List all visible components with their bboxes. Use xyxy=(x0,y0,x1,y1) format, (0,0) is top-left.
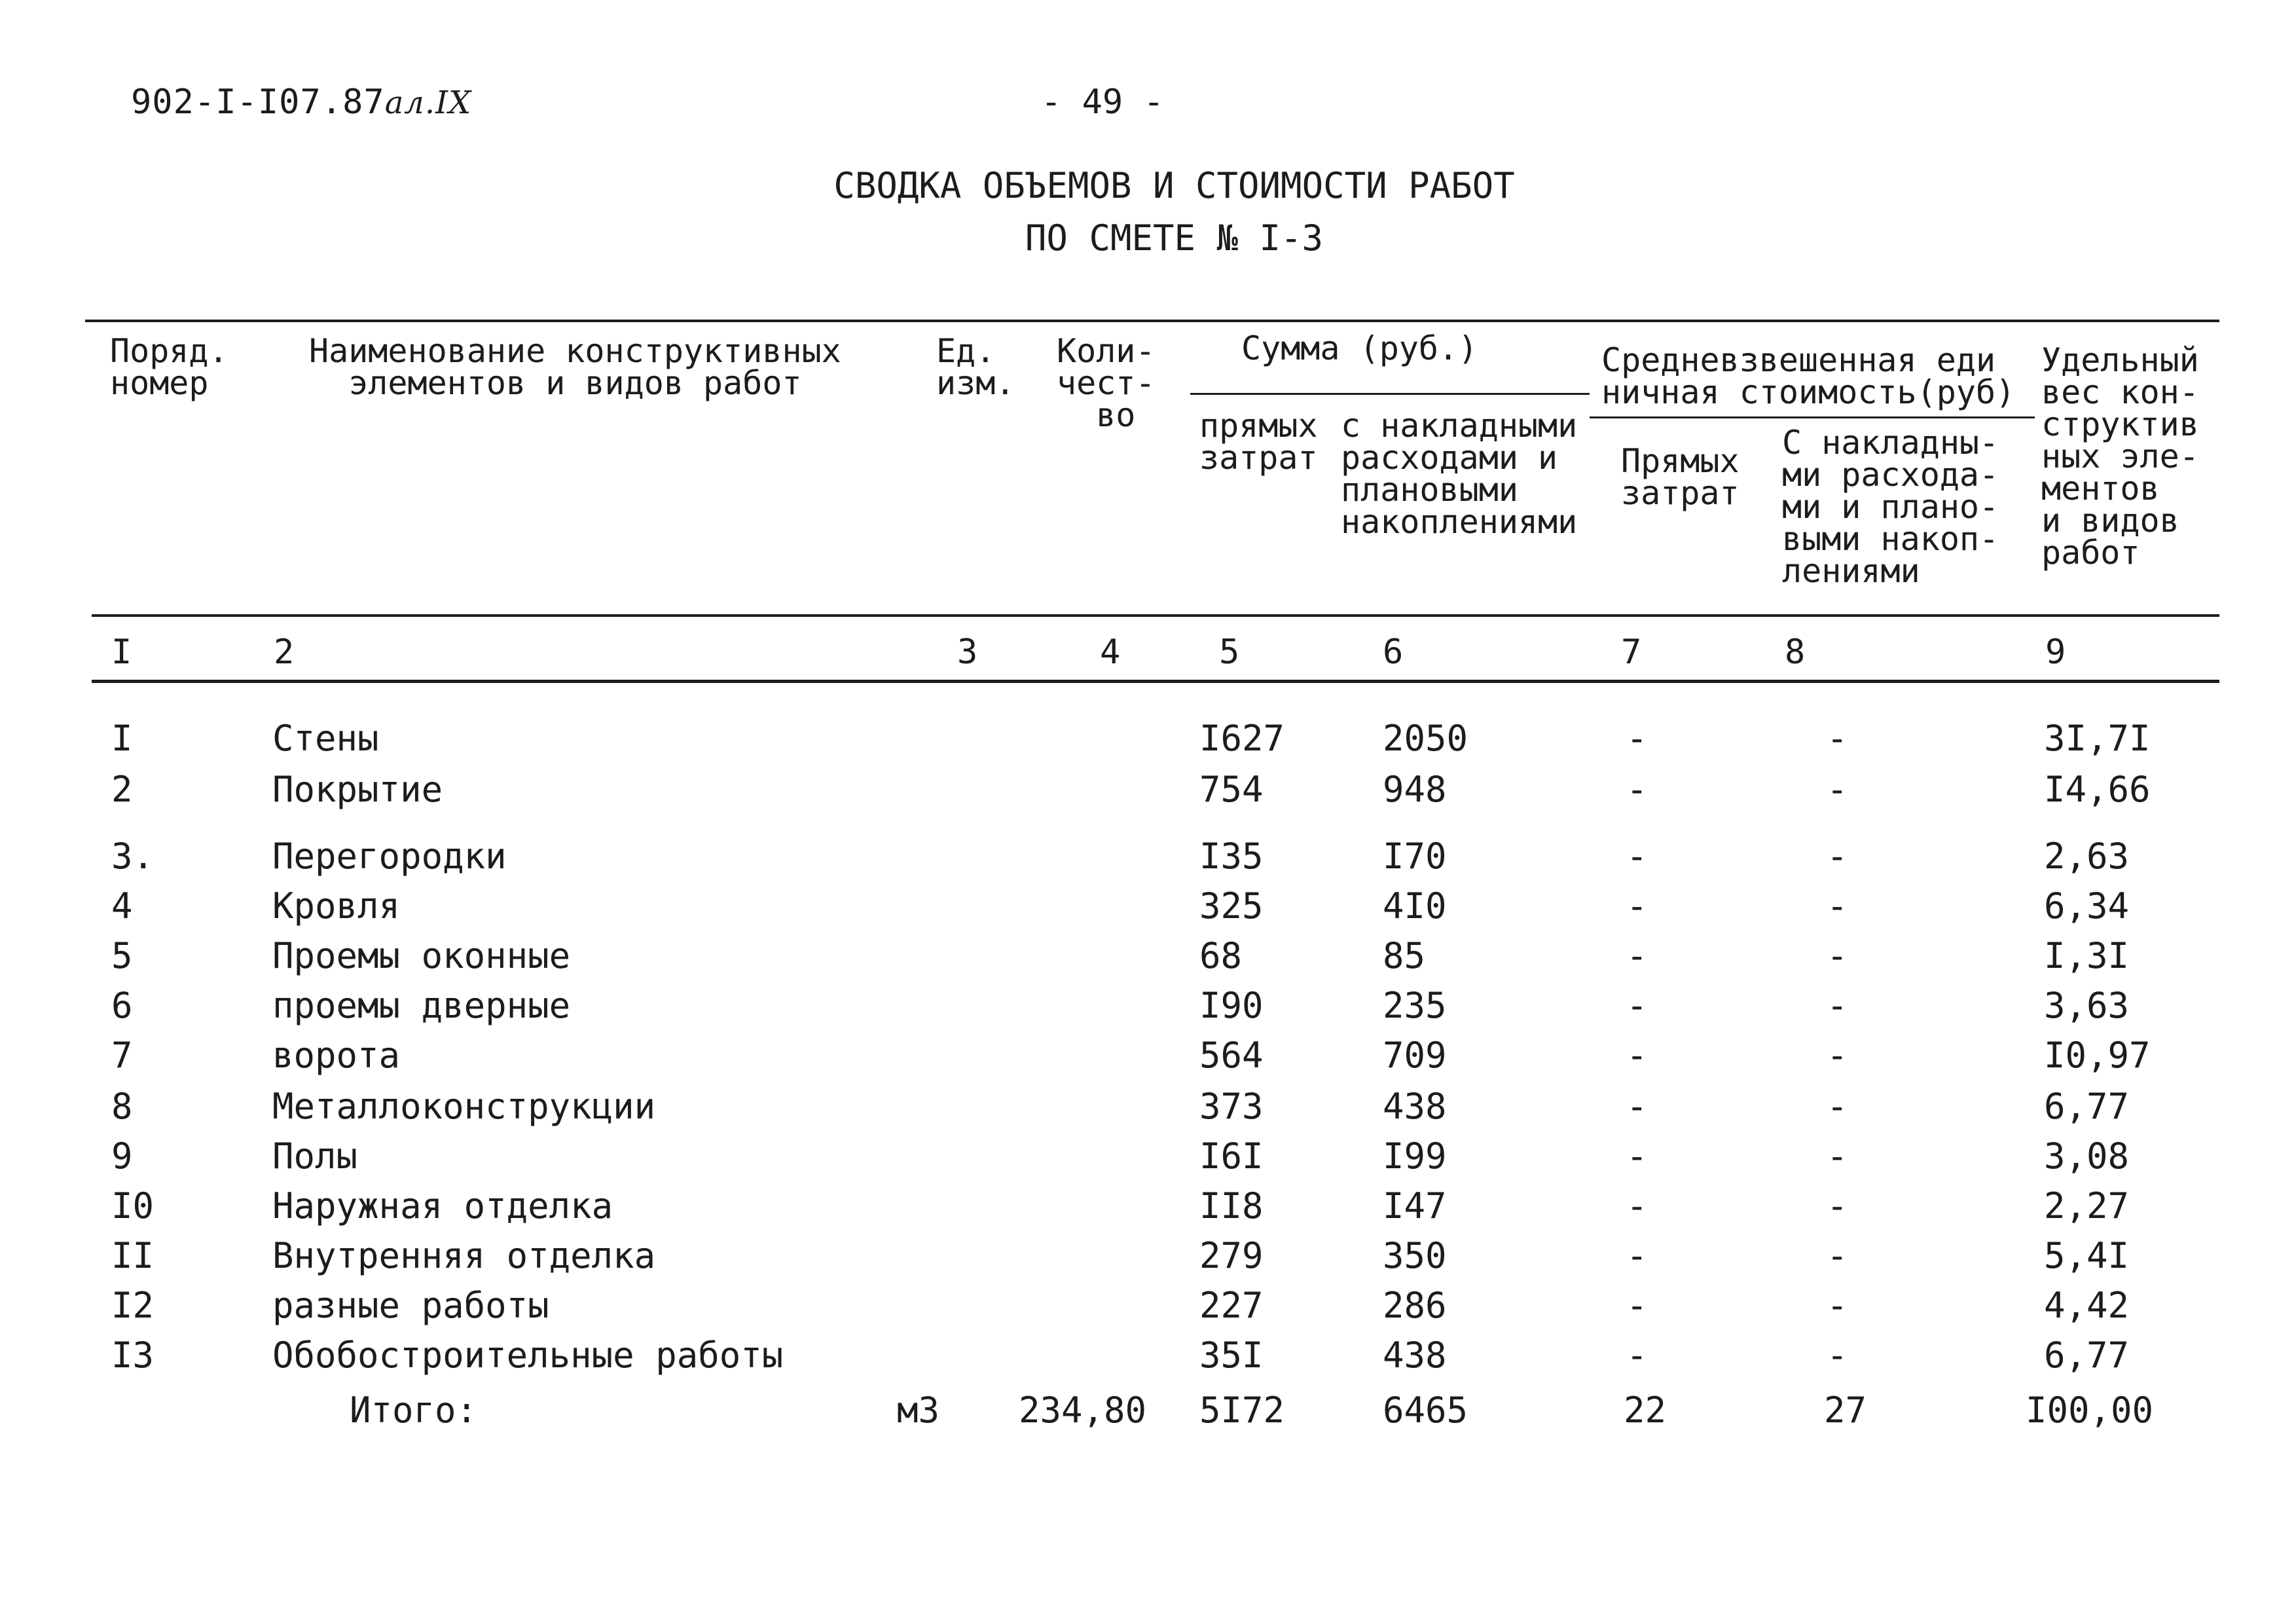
row-overhead-cost: 286 xyxy=(1383,1285,1447,1326)
row-number: I3 xyxy=(111,1335,155,1376)
column-number: 8 xyxy=(1785,633,1806,672)
column-number: 3 xyxy=(957,633,978,672)
document-code-suffix: ал.IX xyxy=(384,84,472,121)
header-sum-overhead: с накладными расходами и плановыми накоплениями xyxy=(1341,407,1578,541)
row-name: Наружная отделка xyxy=(272,1185,613,1227)
row-number: 2 xyxy=(111,769,133,810)
row-overhead-cost: 350 xyxy=(1383,1235,1447,1276)
row-avg-overhead: - xyxy=(1827,1235,1848,1276)
row-avg-direct: - xyxy=(1626,1285,1648,1326)
row-avg-overhead: - xyxy=(1827,836,1848,877)
row-number: 9 xyxy=(111,1135,133,1177)
total-quantity: 234,80 xyxy=(1019,1390,1147,1431)
row-number: 4 xyxy=(111,885,133,927)
row-name: разные работы xyxy=(272,1285,549,1326)
row-weight: 5,4I xyxy=(2044,1235,2130,1276)
table-top-rule xyxy=(85,320,2219,322)
total-unit: м3 xyxy=(897,1390,940,1431)
row-direct-cost: I90 xyxy=(1199,985,1264,1026)
row-direct-cost: 325 xyxy=(1199,885,1264,927)
row-avg-overhead: - xyxy=(1827,985,1848,1026)
row-avg-direct: - xyxy=(1626,885,1648,927)
row-name: Перегородки xyxy=(272,836,507,877)
row-overhead-cost: 709 xyxy=(1383,1035,1447,1076)
sum-group-rule xyxy=(1190,393,1590,395)
row-weight: 2,63 xyxy=(2044,836,2130,877)
row-name: ворота xyxy=(272,1035,401,1076)
row-number: I2 xyxy=(111,1285,155,1326)
row-name: Обобостроительные работы xyxy=(272,1335,784,1376)
row-direct-cost: 227 xyxy=(1199,1285,1264,1326)
row-avg-overhead: - xyxy=(1827,935,1848,976)
row-overhead-cost: 438 xyxy=(1383,1086,1447,1127)
row-number: II xyxy=(111,1235,155,1276)
header-weight: Удельный вес кон- структив ных эле- ментов и видов работ xyxy=(2041,341,2199,572)
row-direct-cost: 754 xyxy=(1199,769,1264,810)
header-sum-direct: прямых затрат xyxy=(1199,407,1318,477)
row-overhead-cost: I99 xyxy=(1383,1135,1447,1177)
row-overhead-cost: 948 xyxy=(1383,769,1447,810)
row-avg-direct: - xyxy=(1626,1335,1648,1376)
header-avg-direct: Прямых затрат xyxy=(1621,442,1740,512)
header-bottom-rule xyxy=(92,614,2219,617)
row-avg-overhead: - xyxy=(1827,1185,1848,1227)
row-name: Кровля xyxy=(272,885,401,927)
row-number: 7 xyxy=(111,1035,133,1076)
page-number: - 49 - xyxy=(1041,83,1164,122)
document-code-number: 902-I-I07.87 xyxy=(131,83,385,122)
row-weight: 6,77 xyxy=(2044,1335,2130,1376)
row-overhead-cost: 438 xyxy=(1383,1335,1447,1376)
row-weight: I4,66 xyxy=(2044,769,2151,810)
row-direct-cost: 373 xyxy=(1199,1086,1264,1127)
total-overhead: 6465 xyxy=(1383,1390,1468,1431)
row-number: 8 xyxy=(111,1086,133,1127)
row-overhead-cost: 2050 xyxy=(1383,718,1468,759)
row-avg-direct: - xyxy=(1626,1035,1648,1076)
document-subtitle: ПО СМЕТЕ № I-3 xyxy=(1025,217,1324,259)
row-direct-cost: I627 xyxy=(1199,718,1285,759)
row-weight: 2,27 xyxy=(2044,1185,2130,1227)
column-number: 9 xyxy=(2045,633,2066,672)
column-number: 7 xyxy=(1621,633,1642,672)
row-name: Проемы оконные xyxy=(272,935,571,976)
header-order: Поряд. номер xyxy=(110,332,228,402)
total-direct: 5I72 xyxy=(1199,1390,1285,1431)
row-direct-cost: 35I xyxy=(1199,1335,1264,1376)
row-number: 5 xyxy=(111,935,133,976)
row-direct-cost: 564 xyxy=(1199,1035,1264,1076)
row-avg-overhead: - xyxy=(1827,885,1848,927)
row-overhead-cost: 235 xyxy=(1383,985,1447,1026)
header-name: Наименование конструктивных элементов и видов работ xyxy=(309,332,841,402)
row-avg-overhead: - xyxy=(1827,718,1848,759)
row-avg-direct: - xyxy=(1626,1086,1648,1127)
header-quantity: Коли- чест- во xyxy=(1057,332,1156,434)
row-weight: I0,97 xyxy=(2044,1035,2151,1076)
row-weight: 3,63 xyxy=(2044,985,2130,1026)
row-overhead-cost: I70 xyxy=(1383,836,1447,877)
row-direct-cost: 68 xyxy=(1199,935,1243,976)
row-avg-direct: - xyxy=(1626,769,1648,810)
total-label: Итого: xyxy=(350,1390,478,1431)
row-number: 6 xyxy=(111,985,133,1026)
header-unit: Ед. изм. xyxy=(936,332,1015,402)
row-weight: I,3I xyxy=(2044,935,2130,976)
row-name: Металлоконструкции xyxy=(272,1086,656,1127)
row-weight: 6,34 xyxy=(2044,885,2130,927)
row-direct-cost: I35 xyxy=(1199,836,1264,877)
row-number: I xyxy=(111,718,133,759)
row-overhead-cost: 4I0 xyxy=(1383,885,1447,927)
row-avg-direct: - xyxy=(1626,836,1648,877)
column-number: 5 xyxy=(1219,633,1240,672)
row-number: I0 xyxy=(111,1185,155,1227)
row-weight: 3I,7I xyxy=(2044,718,2151,759)
row-weight: 4,42 xyxy=(2044,1285,2130,1326)
row-overhead-cost: I47 xyxy=(1383,1185,1447,1227)
document-code xyxy=(131,83,471,122)
row-overhead-cost: 85 xyxy=(1383,935,1426,976)
row-name: Покрытие xyxy=(272,769,443,810)
row-avg-overhead: - xyxy=(1827,1035,1848,1076)
row-number: 3. xyxy=(111,836,155,877)
column-number: 6 xyxy=(1383,633,1404,672)
row-avg-overhead: - xyxy=(1827,1135,1848,1177)
row-avg-direct: - xyxy=(1626,1185,1648,1227)
column-number: 4 xyxy=(1100,633,1121,672)
row-direct-cost: 279 xyxy=(1199,1235,1264,1276)
total-weight: I00,00 xyxy=(2026,1390,2154,1431)
row-avg-direct: - xyxy=(1626,1235,1648,1276)
row-avg-overhead: - xyxy=(1827,769,1848,810)
header-avg-group: Средневзвешенная еди ничная стоимость(руб) xyxy=(1601,341,2016,411)
total-avg-overhead: 27 xyxy=(1824,1390,1867,1431)
column-number: I xyxy=(111,633,132,672)
row-name: Стены xyxy=(272,718,379,759)
row-avg-direct: - xyxy=(1626,935,1648,976)
row-avg-overhead: - xyxy=(1827,1285,1848,1326)
row-avg-direct: - xyxy=(1626,1135,1648,1177)
row-direct-cost: I6I xyxy=(1199,1135,1264,1177)
row-avg-direct: - xyxy=(1626,985,1648,1026)
total-avg-direct: 22 xyxy=(1624,1390,1667,1431)
header-avg-overhead: С накладны- ми расхода- ми и плано- выми накоп- лениями xyxy=(1782,424,1999,590)
row-name: Внутренняя отделка xyxy=(272,1235,656,1276)
row-weight: 3,08 xyxy=(2044,1135,2130,1177)
row-direct-cost: II8 xyxy=(1199,1185,1264,1227)
row-avg-overhead: - xyxy=(1827,1335,1848,1376)
row-avg-direct: - xyxy=(1626,718,1648,759)
row-weight: 6,77 xyxy=(2044,1086,2130,1127)
row-name: проемы дверные xyxy=(272,985,571,1026)
column-number: 2 xyxy=(274,633,295,672)
row-name: Полы xyxy=(272,1135,358,1177)
column-number-rule xyxy=(92,680,2219,683)
header-sum-group: Сумма (руб.) xyxy=(1241,329,1478,367)
avg-group-rule xyxy=(1590,416,2035,418)
document-title: СВОДКА ОБЪЕМОВ И СТОИМОСТИ РАБОТ xyxy=(833,165,1515,206)
row-avg-overhead: - xyxy=(1827,1086,1848,1127)
